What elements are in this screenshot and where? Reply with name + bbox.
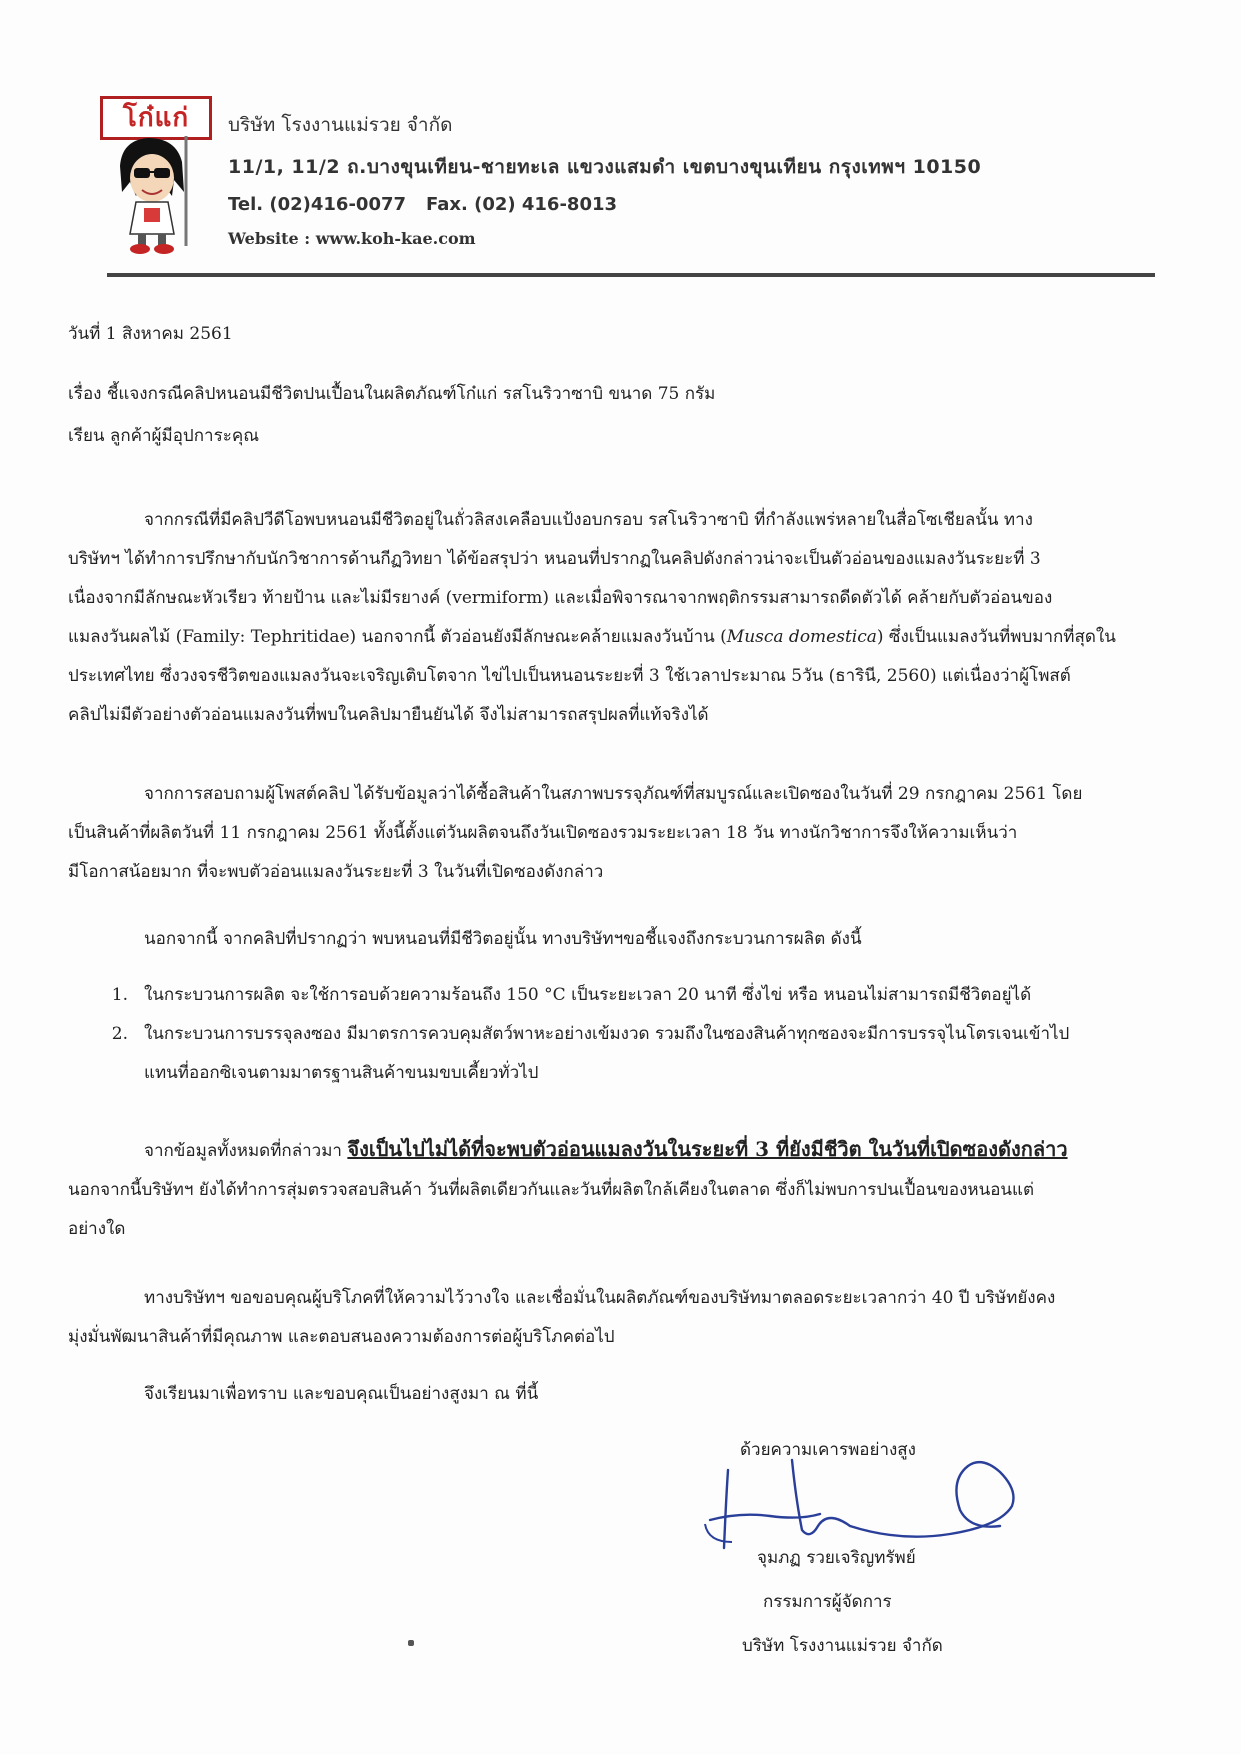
list-text (144, 1015, 1069, 1093)
paragraph-line (68, 1130, 1158, 1171)
paragraph-4 (68, 1130, 1158, 1249)
paragraph-line: คลิปไม่มีตัวอย่างตัวอ่อนแมลงวันที่พบในคลิปมายืนยันได้ จึงไม่สามารถสรุปผลที่แท้จริงได้ (68, 705, 709, 725)
company-address: 11/1, 11/2 ถ.บางขุนเทียน-ชายทะเล แขวงแสมดำ เขตบางขุนเทียน กรุงเทพฯ 10150 (228, 156, 982, 178)
logo-wordmark: โก๋แก่ (100, 96, 212, 140)
text-run: แมลงวันผลไม้ (Family: Tephritidae) นอกจากนี้ ตัวอ่อนยังมีลักษณะคล้ายแมลงวันบ้าน ( (68, 627, 727, 647)
letterhead (228, 110, 981, 248)
paragraph-5 (68, 1279, 1158, 1357)
paragraph-line: มีโอกาสน้อยมาก ที่จะพบตัวอ่อนแมลงวันระยะที่ 3 ในวันที่เปิดซองดังกล่าว (68, 862, 604, 882)
paragraph-line: นอกจากนี้ จากคลิปที่ปรากฏว่า พบหนอนที่มีชีวิตอยู่นั้น ทางบริษัทฯขอชี้แจงถึงกระบวนการผลิต ดังนี้ (144, 929, 862, 949)
list-number: 1. (111, 985, 128, 1005)
paragraph-line: มุ่งมั่นพัฒนาสินค้าที่มีคุณภาพ และตอบสนองความต้องการต่อผู้บริโภคต่อไป (68, 1327, 615, 1347)
telephone: Tel. (02)416-0077 (228, 194, 407, 215)
paragraph-1 (68, 501, 1158, 735)
list-text (144, 976, 1031, 1015)
scan-speck (408, 1640, 414, 1646)
list-line: แทนที่ออกซิเจนตามมาตรฐานสินค้าขนมขบเคี้ยวทั่วไป (144, 1063, 539, 1083)
list-line: ในกระบวนการผลิต จะใช้การอบด้วยความร้อนถึง 150 °C เป็นระยะเวลา 20 นาที ซึ่งไข่ หรือ หนอนไม่สามารถมีชีวิตอยู่ได้ (144, 985, 1032, 1005)
letter-subject: เรื่อง ชี้แจงกรณีคลิปหนอนมีชีวิตปนเปื้อนในผลิตภัณฑ์โก๋แก่ รสโนริวาซาบิ ขนาด 75 กรัม (68, 384, 716, 404)
paragraph-2 (68, 775, 1158, 892)
mascot-icon (100, 96, 210, 256)
text-run: จากข้อมูลทั้งหมดที่กล่าวมา (144, 1141, 348, 1161)
paragraph-line: เป็นสินค้าที่ผลิตวันที่ 11 กรกฎาคม 2561 ทั้งนี้ตั้งแต่วันผลิตจนถึงวันเปิดซองรวมระยะเวลา 18 วัน ทางนักวิชาการจึงให้ความเห็นว่า (68, 823, 1018, 843)
signer-role: กรรมการผู้จัดการ (763, 1592, 892, 1612)
list-line: ในกระบวนการบรรจุลงซอง มีมาตรการควบคุมสัตว์พาหะอย่างเข้มงวด รวมถึงในซองสินค้าทุกซองจะมีการบรรจุไนโตรเจนเข้าไป (144, 1024, 1070, 1044)
paragraph-line: จึงเรียนมาเพื่อทราบ และขอบคุณเป็นอย่างสูงมา ณ ที่นี้ (144, 1384, 539, 1404)
paragraph-line (68, 618, 1158, 657)
list-number: 2. (111, 1024, 128, 1044)
paragraph-line: ทางบริษัทฯ ขอขอบคุณผู้บริโภคที่ให้ความไว้วางใจ และเชื่อมั่นในผลิตภัณฑ์ของบริษัทมาตลอดระยะเวลากว่า 40 ปี บริษัทยังคง (144, 1288, 1056, 1308)
production-process-list (68, 976, 1158, 1093)
company-name: บริษัท โรงงานแม่รวย จำกัด (228, 114, 453, 136)
contact-line (228, 194, 981, 215)
list-item (68, 976, 1158, 1015)
closing-phrase: ด้วยความเคารพอย่างสูง (740, 1440, 916, 1460)
signer-name: จุมภฏ รวยเจริญทรัพย์ (757, 1548, 916, 1568)
paragraph-6 (68, 1375, 1158, 1414)
letter-greeting: เรียน ลูกค้าผู้มีอุปการะคุณ (68, 426, 259, 446)
conclusion-emphasis: จึงเป็นไปไม่ได้ที่จะพบตัวอ่อนแมลงวันในระยะที่ 3 ที่ยังมีชีวิต ในวันที่เปิดซองดังกล่าว (347, 1137, 1068, 1161)
paragraph-line: เนื่องจากมีลักษณะหัวเรียว ท้ายป้าน และไม่มีรยางค์ (vermiform) และเมื่อพิจารณาจากพฤติกรรมสามารถดีดตัวได้ คล้ายกับตัวอ่อนของ (68, 588, 1053, 608)
letter-date: วันที่ 1 สิงหาคม 2561 (68, 324, 233, 344)
paragraph-line: ประเทศไทย ซึ่งวงจรชีวิตของแมลงวันจะเจริญเติบโตจาก ไข่ไปเป็นหนอนระยะที่ 3 ใช้เวลาประมาณ 5วัน (ธารินี, 2560) แต่เนื่องว่าผู้โพสต์ (68, 666, 1071, 686)
text-run: ) ซึ่งเป็นแมลงวันที่พบมากที่สุดใน (876, 627, 1116, 647)
list-item (68, 1015, 1158, 1093)
species-name: Musca domestica (726, 627, 877, 647)
handwritten-signature (700, 1430, 1030, 1560)
paragraph-line: บริษัทฯ ได้ทำการปรึกษากับนักวิชาการด้านกีฏวิทยา ได้ข้อสรุปว่า หนอนที่ปรากฏในคลิปดังกล่าวน่าจะเป็นตัวอ่อนของแมลงวันระยะที่ 3 (68, 549, 1041, 569)
header-divider (107, 273, 1155, 277)
fax: Fax. (02) 416-8013 (426, 194, 618, 215)
paragraph-line: อย่างใด (68, 1219, 126, 1239)
paragraph-line: จากการสอบถามผู้โพสต์คลิป ได้รับข้อมูลว่าได้ซื้อสินค้าในสภาพบรรจุภัณฑ์ที่สมบูรณ์และเปิดซองในวันที่ 29 กรกฎาคม 2561 โดย (144, 784, 1083, 804)
company-logo (100, 96, 210, 256)
paragraph-line: จากกรณีที่มีคลิปวีดีโอพบหนอนมีชีวิตอยู่ในถั่วลิสงเคลือบแป้งอบกรอบ รสโนริวาซาบิ ที่กำลังแพร่หลายในสื่อโซเชียลนั้น ทาง (144, 510, 1033, 530)
paragraph-line: นอกจากนี้บริษัทฯ ยังได้ทำการสุ่มตรวจสอบสินค้า วันที่ผลิตเดียวกันและวันที่ผลิตใกล้เคียงในตลาด ซึ่งก็ไม่พบการปนเปื้อนของหนอนแต่ (68, 1180, 1035, 1200)
signer-company: บริษัท โรงงานแม่รวย จำกัด (742, 1636, 943, 1656)
website: Website : www.koh-kae.com (228, 229, 476, 248)
paragraph-3 (68, 920, 1158, 959)
